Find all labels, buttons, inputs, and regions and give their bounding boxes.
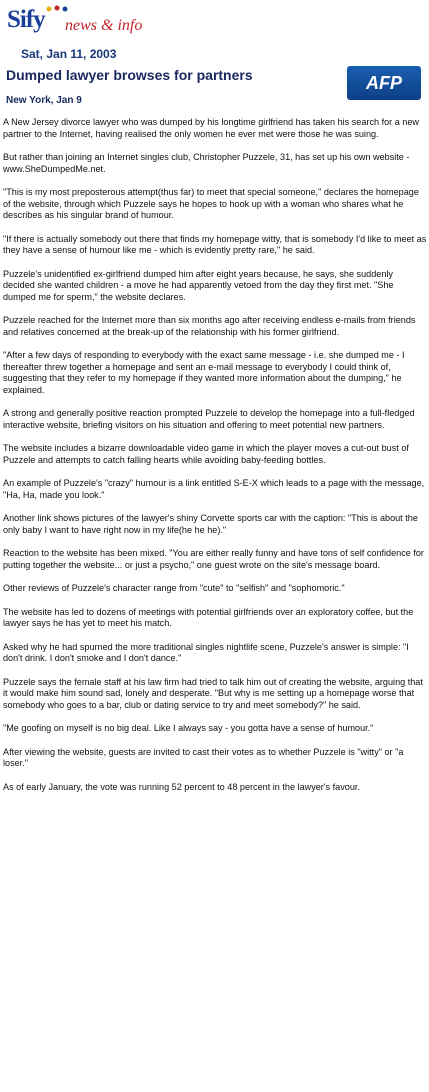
article-paragraph: An example of Puzzele's "crazy" humour is a link entitled S-E-X which leads to a page with the message, "Ha, Ha, made you look." (3, 478, 425, 500)
article-paragraph: Asked why he had spurned the more traditional singles nightlife scene, Puzzele's answer is simple: "I don't drink. I don't smoke and I don't dance." (3, 641, 409, 663)
article-paragraph: After viewing the website, guests are invited to cast their votes as to whether Puzzele is "witty" or "a loser." (3, 746, 404, 768)
article-paragraph: "This is my most preposterous attempt(thus far) to meet that special someone," declares the homepage of the website, through which Puzzele says he hopes to hook up with a woman who shares what he describes as his singular brand of humour. (3, 187, 419, 220)
sify-logo-swoosh-icon (45, 4, 73, 14)
article-paragraph: A strong and generally positive reaction prompted Puzzele to develop the homepage into a full-fledged interactive website, briefing visitors on his situation and offering to meet potential new partners. (3, 408, 415, 430)
article-paragraph: Puzzele says the female staff at his law firm had tried to talk him out of creating the website, arguing that it would make him sound sad, lonely and desperate. "But why is me setting up a homepage worse that somebody who goes to a bar, club or dating service to try and meet somebody?" he said. (3, 676, 423, 710)
article-paragraph: Puzzele reached for the Internet more than six months ago after receiving endless e-mails from friends and relatives concerned at the break-up of the relationship with his former girlfriend. (3, 315, 416, 337)
article-paragraph: Reaction to the website has been mixed. "You are either really funny and have tons of self confidence for putting together the website... or just a psycho," one guest wrote on the site's message board. (3, 548, 424, 570)
article-paragraph: Another link shows pictures of the lawyer's shiny Corvette sports car with the caption: "This is about the only baby I want to have right now in my life(he he he)." (3, 513, 418, 535)
article-paragraph: A New Jersey divorce lawyer who was dumped by his longtime girlfriend has taken his search for a new partner to the Internet, having realised the only women he ever met were those he was suing. (3, 117, 419, 139)
article-paragraph: "After a few days of responding to everybody with the exact same message - i.e. she dumped me - I thereafter threw together a homepage and sent an e-mail message to everybody I could think of, suggesting that they refer to my homepage if they wanted more information about the dumping," he explained. (3, 350, 405, 395)
afp-logo: AFP (347, 66, 421, 100)
sify-logo[interactable] (3, 2, 153, 46)
article-body (3, 117, 427, 805)
article-paragraph: But rather than joining an Internet singles club, Christopher Puzzele, 31, has set up his own website - www.SheDumpedMe.net. (3, 152, 410, 174)
article-paragraph: Other reviews of Puzzele's character range from "cute" to "selfish" and "sophomoric." (3, 583, 345, 593)
article-paragraph: Puzzele's unidentified ex-girlfriend dumped him after eight years because, he says, she suddenly decided she wanted children - a move he had apparently vetoed from the day they first met. "She dumped me for sperm," the website declares. (3, 268, 394, 302)
article-paragraph: "If there is actually somebody out there that finds my homepage witty, that is somebody I'd like to meet as they have a sense of humour like me - which is evidently pretty rare," he said. (3, 233, 427, 255)
article-paragraph: As of early January, the vote was running 52 percent to 48 percent in the lawyer's favour. (3, 781, 360, 792)
article-headline: Dumped lawyer browses for partners (6, 67, 253, 83)
article-paragraph: "Me goofing on myself is no big deal. Like I always say - you gotta have a sense of humour." (3, 723, 374, 733)
logo-tagline: news & info (65, 17, 143, 34)
article-paragraph: The website includes a bizarre downloadable video game in which the player moves a cut-out bust of Puzzele and attempts to catch falling hearts while avoiding baby-feeding bottles. (3, 443, 409, 465)
article-dateline: New York, Jan 9 (6, 95, 82, 106)
article-paragraph: The website has led to dozens of meetings with potential girlfriends over an exploratory coffee, but the lawyer says he has yet to meet his match. (3, 606, 414, 628)
logo-wordmark: Sify (7, 6, 45, 33)
publication-date: Sat, Jan 11, 2003 (21, 47, 117, 61)
